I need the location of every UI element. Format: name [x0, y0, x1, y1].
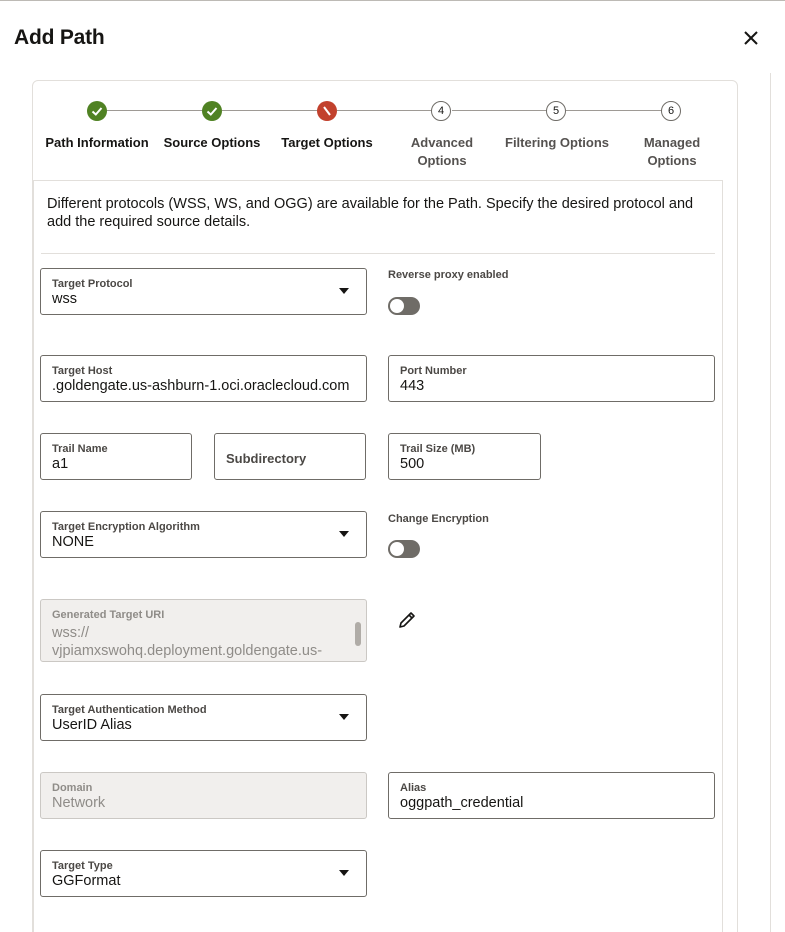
step-2-label[interactable]: Source Options: [163, 135, 261, 150]
check-icon: [87, 101, 107, 121]
generated-uri-line2: vjpiamxswohq.deployment.goldengate.us-: [52, 643, 323, 659]
reverse-proxy-label: Reverse proxy enabled: [388, 269, 509, 281]
subdirectory-placeholder: Subdirectory: [226, 451, 307, 466]
generated-uri-field: [40, 599, 367, 662]
dropdown-caret-icon: [339, 531, 349, 537]
generated-uri-value: [52, 624, 342, 660]
toggle-knob: [390, 542, 404, 556]
close-icon[interactable]: [738, 26, 764, 50]
step-4-label-line1: Advanced: [410, 135, 474, 150]
step-5-label[interactable]: Filtering Options: [505, 135, 609, 150]
alias-label: Alias: [400, 782, 427, 794]
dropdown-caret-icon: [339, 870, 349, 876]
dropdown-caret-icon: [339, 714, 349, 720]
train-connector: [222, 110, 318, 111]
check-icon: [202, 101, 222, 121]
trail-name-field[interactable]: [40, 433, 192, 480]
step-5-indicator[interactable]: 5: [546, 101, 566, 121]
port-number-value: 443: [400, 378, 425, 394]
target-type-label: Target Type: [52, 860, 113, 872]
step-6-label-line1: Managed: [643, 135, 701, 150]
domain-value: Network: [52, 795, 106, 811]
toggle-knob: [390, 299, 404, 313]
target-protocol-value: wss: [52, 291, 77, 307]
encryption-algorithm-label: Target Encryption Algorithm: [52, 521, 200, 533]
step-4-label-line2: Options: [417, 153, 467, 168]
alias-field[interactable]: [388, 772, 715, 819]
target-host-label: Target Host: [52, 365, 113, 377]
encryption-algorithm-value: NONE: [52, 534, 94, 550]
auth-method-select[interactable]: [40, 694, 367, 741]
domain-field: [40, 772, 367, 819]
generated-uri-line1: wss://: [52, 625, 90, 641]
port-number-field[interactable]: [388, 355, 715, 402]
dropdown-caret-icon: [339, 288, 349, 294]
step-3-error-indicator[interactable]: [317, 101, 337, 121]
trail-name-label: Trail Name: [52, 443, 108, 455]
step-4-label[interactable]: [382, 134, 502, 170]
reverse-proxy-toggle[interactable]: [388, 297, 420, 315]
trail-size-field[interactable]: [388, 433, 541, 480]
target-host-field[interactable]: [40, 355, 367, 402]
subdirectory-field[interactable]: [214, 433, 366, 480]
step-6-label[interactable]: [612, 134, 732, 170]
generated-uri-label: Generated Target URI: [52, 609, 165, 621]
step-2-complete-indicator[interactable]: [202, 101, 222, 121]
change-encryption-label: Change Encryption: [388, 513, 489, 525]
uri-scrollbar[interactable]: [355, 622, 361, 648]
domain-label: Domain: [52, 782, 93, 794]
alias-value: oggpath_credential: [400, 795, 524, 811]
trail-name-value: a1: [52, 456, 69, 472]
train-connector: [106, 110, 203, 111]
target-type-value: GGFormat: [52, 873, 121, 889]
error-slash-icon: [317, 101, 337, 121]
target-protocol-select[interactable]: [40, 268, 367, 315]
target-type-select[interactable]: [40, 850, 367, 897]
scroll-rule: [770, 73, 771, 932]
protocol-description: Different protocols (WSS, WS, and OGG) are available for the Path. Specify the desired protocol and add the required source details.: [47, 196, 694, 230]
trail-size-value: 500: [400, 456, 425, 472]
dialog-title: Add Path: [14, 26, 105, 49]
train-connector: [452, 110, 547, 111]
uri-scroll-thumb[interactable]: [355, 622, 361, 646]
auth-method-label: Target Authentication Method: [52, 704, 207, 716]
step-1-complete-indicator[interactable]: [87, 101, 107, 121]
section-divider: [41, 253, 715, 254]
train-connector: [566, 110, 662, 111]
step-6-label-line2: Options: [647, 153, 697, 168]
encryption-algorithm-select[interactable]: [40, 511, 367, 558]
train-connector: [337, 110, 432, 111]
step-1-label[interactable]: Path Information: [45, 135, 149, 150]
target-host-value: .goldengate.us-ashburn-1.oci.oraclecloud.com: [52, 378, 350, 394]
port-number-label: Port Number: [400, 365, 467, 377]
pencil-edit-icon[interactable]: [396, 609, 418, 631]
step-6-indicator[interactable]: 6: [661, 101, 681, 121]
trail-size-label: Trail Size (MB): [400, 443, 476, 455]
top-border: [0, 0, 785, 1]
step-4-indicator[interactable]: 4: [431, 101, 451, 121]
step-3-label[interactable]: Target Options: [281, 135, 373, 150]
change-encryption-toggle[interactable]: [388, 540, 420, 558]
auth-method-value: UserID Alias: [52, 717, 132, 733]
target-protocol-label: Target Protocol: [52, 278, 133, 290]
